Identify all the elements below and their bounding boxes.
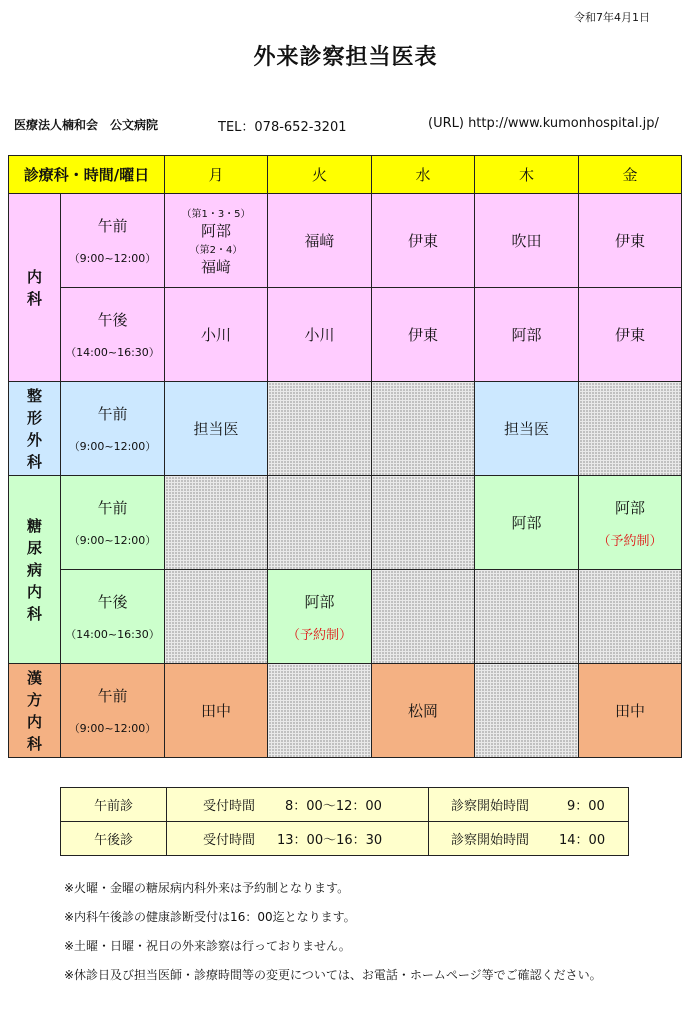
cell-closed	[268, 664, 372, 758]
slot-internal-pm	[61, 288, 165, 382]
cell-internal-pm-tue	[268, 288, 372, 382]
cell-ortho-am-thu	[475, 382, 579, 476]
cell-closed	[372, 382, 475, 476]
slot-label: 午前	[97, 217, 128, 235]
start-time: 9：00	[567, 799, 605, 814]
doctor-name: 田中	[614, 702, 645, 720]
slot-time: （14:00~16:30）	[65, 346, 160, 359]
doctor-name: 福﨑	[200, 257, 231, 276]
slot-label: 午後	[97, 311, 128, 329]
slot-diabetes-pm	[61, 570, 165, 664]
doctor-name: 小川	[304, 326, 335, 344]
doctor-name: 阿部	[614, 498, 645, 517]
ortho-am-row	[9, 382, 682, 476]
doctor-name: 阿部	[511, 514, 542, 532]
dept-internal	[9, 194, 61, 382]
note-1: ※火曜・金曜の糖尿病内科外来は予約制となります。	[64, 881, 350, 895]
cell-closed	[475, 664, 579, 758]
cell-diabetes-am-thu	[475, 476, 579, 570]
cell-internal-pm-thu	[475, 288, 579, 382]
slot-ortho-am	[61, 382, 165, 476]
phone-number: TEL：078-652-3201	[218, 120, 347, 135]
reception-label: 受付時間	[203, 799, 256, 814]
reservation-note: （予約制）	[597, 533, 663, 549]
doctor-name: 担当医	[193, 420, 239, 438]
cell-internal-am-mon	[165, 194, 268, 288]
dept-diabetes	[9, 476, 61, 664]
reservation-note: （予約制）	[286, 627, 352, 643]
hours-row-am	[61, 788, 629, 822]
internal-am-row	[9, 194, 682, 288]
week-note-1: （第1・3・5）	[181, 208, 251, 220]
cell-closed	[372, 476, 475, 570]
day-header-wed: 水	[372, 156, 475, 194]
slot-label: 午前	[97, 499, 128, 517]
start-label: 診察開始時間	[451, 799, 530, 814]
dept-diabetes-label: 糖 尿 病 内 科	[26, 516, 42, 623]
session-label: 午前診	[61, 788, 167, 822]
day-header-tue: 火	[268, 156, 372, 194]
doctor-name: 田中	[200, 702, 231, 720]
start-time: 14：00	[559, 833, 606, 848]
diabetes-pm-row	[9, 570, 682, 664]
cell-internal-pm-wed	[372, 288, 475, 382]
day-header-mon: 月	[165, 156, 268, 194]
cell-closed	[372, 570, 475, 664]
doctor-name: 伊東	[407, 326, 438, 344]
session-label: 午後診	[61, 822, 167, 856]
doctor-name: 伊東	[614, 326, 645, 344]
doctor-name: 小川	[200, 326, 231, 344]
start-cell	[429, 822, 629, 856]
cell-closed	[579, 382, 682, 476]
cell-diabetes-am-fri	[579, 476, 682, 570]
cell-internal-pm-mon	[165, 288, 268, 382]
slot-time: （9:00~12:00）	[68, 252, 157, 265]
reception-time: 8：00～12：00	[285, 799, 382, 814]
schedule-table	[8, 155, 682, 758]
dept-ortho	[9, 382, 61, 476]
doctor-name: 伊東	[407, 232, 438, 250]
dept-kampo	[9, 664, 61, 758]
hours-row-pm	[61, 822, 629, 856]
slot-label: 午前	[97, 405, 128, 423]
cell-closed	[475, 570, 579, 664]
start-label: 診察開始時間	[451, 833, 530, 848]
cell-internal-am-wed	[372, 194, 475, 288]
dept-ortho-label: 整 形 外 科	[26, 386, 42, 471]
reception-cell	[167, 788, 429, 822]
cell-ortho-am-mon	[165, 382, 268, 476]
doctor-name: 阿部	[511, 326, 542, 344]
cell-kampo-am-fri	[579, 664, 682, 758]
day-header-fri: 金	[579, 156, 682, 194]
slot-kampo-am	[61, 664, 165, 758]
kampo-am-row	[9, 664, 682, 758]
cell-internal-am-thu	[475, 194, 579, 288]
slot-internal-am	[61, 194, 165, 288]
cell-closed	[268, 382, 372, 476]
note-4: ※休診日及び担当医師・診療時間等の変更については、お電話・ホームページ等でご確認ください。	[64, 968, 602, 982]
week-note-2: （第2・4）	[189, 244, 243, 256]
doctor-name: 担当医	[503, 420, 549, 438]
cell-closed	[165, 476, 268, 570]
slot-label: 午前	[97, 687, 128, 705]
website-url[interactable]: (URL) http://www.kumonhospital.jp/	[428, 116, 659, 131]
cell-closed	[579, 570, 682, 664]
note-2: ※内科午後診の健康診断受付は16：00迄となります。	[64, 910, 356, 924]
cell-internal-pm-fri	[579, 288, 682, 382]
doctor-name: 福﨑	[304, 232, 335, 250]
dept-kampo-label: 漢 方 内 科	[26, 668, 42, 753]
hours-table	[60, 787, 629, 856]
cell-kampo-am-mon	[165, 664, 268, 758]
slot-time: （9:00~12:00）	[68, 534, 157, 547]
doctor-name: 吹田	[511, 232, 542, 250]
cell-closed	[268, 476, 372, 570]
issue-date: 令和7年4月1日	[574, 11, 650, 24]
doctor-name: 松岡	[407, 702, 438, 720]
page-title: 外来診察担当医表	[253, 45, 438, 70]
reception-label: 受付時間	[203, 833, 256, 848]
corner-label: 診療科・時間/曜日	[9, 156, 165, 194]
start-cell	[429, 788, 629, 822]
cell-kampo-am-wed	[372, 664, 475, 758]
slot-time: （14:00~16:30）	[65, 628, 160, 641]
slot-time: （9:00~12:00）	[68, 722, 157, 735]
cell-closed	[165, 570, 268, 664]
cell-internal-am-fri	[579, 194, 682, 288]
diabetes-am-row	[9, 476, 682, 570]
schedule-header-row	[9, 156, 682, 194]
slot-time: （9:00~12:00）	[68, 440, 157, 453]
organization-name: 医療法人楠和会 公文病院	[14, 118, 159, 132]
reception-cell	[167, 822, 429, 856]
cell-internal-am-tue	[268, 194, 372, 288]
cell-diabetes-pm-tue	[268, 570, 372, 664]
slot-diabetes-am	[61, 476, 165, 570]
internal-pm-row	[9, 288, 682, 382]
doctor-name: 阿部	[200, 221, 231, 240]
slot-label: 午後	[97, 593, 128, 611]
dept-internal-label: 内 科	[26, 267, 42, 308]
reception-time: 13：00～16：30	[277, 833, 383, 848]
note-3: ※土曜・日曜・祝日の外来診察は行っておりません。	[64, 939, 351, 953]
doctor-name: 阿部	[304, 592, 335, 611]
doctor-name: 伊東	[614, 232, 645, 250]
day-header-thu: 木	[475, 156, 579, 194]
